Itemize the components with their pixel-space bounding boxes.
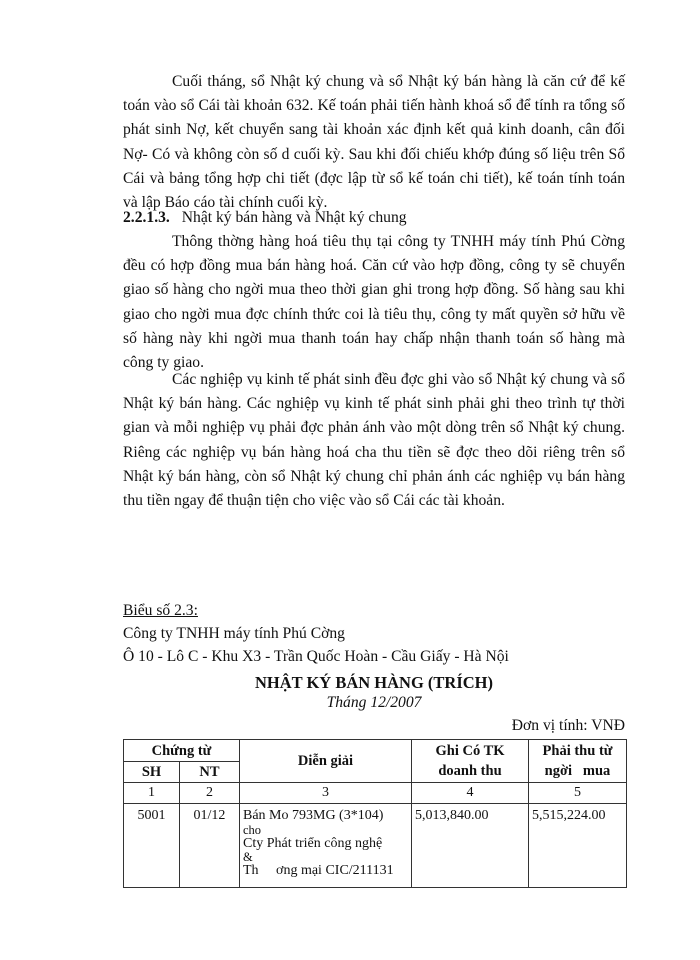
header-nt: NT [180, 762, 240, 783]
header-credit-line1: Ghi Có TK [435, 743, 505, 759]
header-receivable-line1: Phải thu từ [542, 743, 613, 759]
header-credit-line2: doanh thu [438, 763, 502, 779]
journal-period: Tháng 12/2007 [326, 694, 422, 711]
header-receivable-line2: ngời mua [544, 763, 611, 779]
description-line: Cty Phát triển công nghệ [243, 835, 383, 851]
paragraph-text: Thông thờng hàng hoá tiêu thụ tại công ty TNHH máy tính Phú Cờng đều có hợp đồng mua bán hàng hoá. Căn cứ vào hợp đồng, công ty sẽ chuyển giao số hàng cho ngời mua theo thời gian ghi trong hợp đồng. Số hàng sau khi giao cho ngời mua đợc chính thức coi là tiêu thụ, công ty mất quyền sở hữu về số hàng này khi ngời mua thanh toán hay chấp nhận thanh toán số hàng mà công ty giao. [123, 233, 625, 372]
cell-credit-revenue: 5,013,840.00 [412, 804, 529, 888]
cell-nt: 01/12 [180, 804, 240, 888]
section-number: 2.2.1.3. [123, 209, 170, 226]
header-row-1 [124, 740, 627, 762]
section-title: Nhật ký bán hàng và Nhật ký chung [181, 209, 407, 226]
exhibit-label: Biểu số 2.3: [123, 602, 198, 619]
description-line: Bán Mo 793MG (3*104) [243, 808, 384, 823]
paragraph-text: Cuối tháng, sổ Nhật ký chung và sổ Nhật ký bán hàng là căn cứ để kế toán vào sổ Cái tài khoản 632. Kế toán phải tiến hành khoá sổ để tính ra tổng số phát sinh Nợ, kết chuyển sang tài khoản xác định kết quả kinh doanh, cân đối Nợ- Có và không còn số d cuối kỳ. Sau khi đối chiếu khớp đúng số liệu trên Sổ Cái và bảng tổng hợp chi tiết (đợc lập từ sổ kế toán chi tiết), kế toán tính toán và lập Báo cáo tài chính cuối kỳ. [123, 73, 625, 212]
sales-journal-table [123, 739, 627, 888]
cell-receivable: 5,515,224.00 [529, 804, 627, 888]
paragraph-journal-entries [123, 368, 625, 513]
column-index-row [124, 783, 627, 804]
description-line: cho [243, 822, 262, 837]
cell-description [240, 804, 412, 888]
column-index: 2 [180, 783, 240, 804]
section-heading [123, 206, 407, 230]
column-index: 3 [240, 783, 412, 804]
currency-unit: Đơn vị tính: VNĐ [511, 717, 625, 734]
table-row [124, 804, 627, 888]
column-index: 4 [412, 783, 529, 804]
header-sh: SH [124, 762, 180, 783]
header-description: Diễn giải [240, 740, 412, 783]
cell-sh: 5001 [124, 804, 180, 888]
description-line: Th ơng mại CIC/211131 [243, 863, 394, 878]
paragraph-text: Các nghiệp vụ kinh tế phát sinh đều đợc ghi vào sổ Nhật ký chung và sổ Nhật ký bán hàng. Các nghiệp vụ kinh tế phát sinh phải ghi theo trình tự thời gian và mỗi nghiệp vụ phải đợc phản ánh vào một dòng trên sổ Nhật ký chung. Riêng các nghiệp vụ bán hàng hoá cha thu tiền sẽ đợc theo dõi riêng trên sổ Nhật ký bán hàng, còn sổ Nhật ký chung chỉ phản ánh các nghiệp vụ bán hàng thu tiền ngay để thuận tiện cho việc vào sổ Cái các tài khoản. [123, 371, 625, 510]
header-receivable [529, 740, 627, 783]
description-line: & [243, 850, 253, 864]
column-index: 5 [529, 783, 627, 804]
company-name: Công ty TNHH máy tính Phú Cờng [123, 625, 345, 642]
paragraph-sales-contracts [123, 230, 625, 375]
paragraph-month-end [123, 70, 625, 215]
company-address: Ô 10 - Lô C - Khu X3 - Trần Quốc Hoàn - Cầu Giấy - Hà Nội [123, 648, 509, 665]
header-credit-revenue [412, 740, 529, 783]
header-voucher: Chứng từ [124, 740, 240, 762]
column-index: 1 [124, 783, 180, 804]
journal-title: NHẬT KÝ BÁN HÀNG (TRÍCH) [254, 673, 494, 692]
